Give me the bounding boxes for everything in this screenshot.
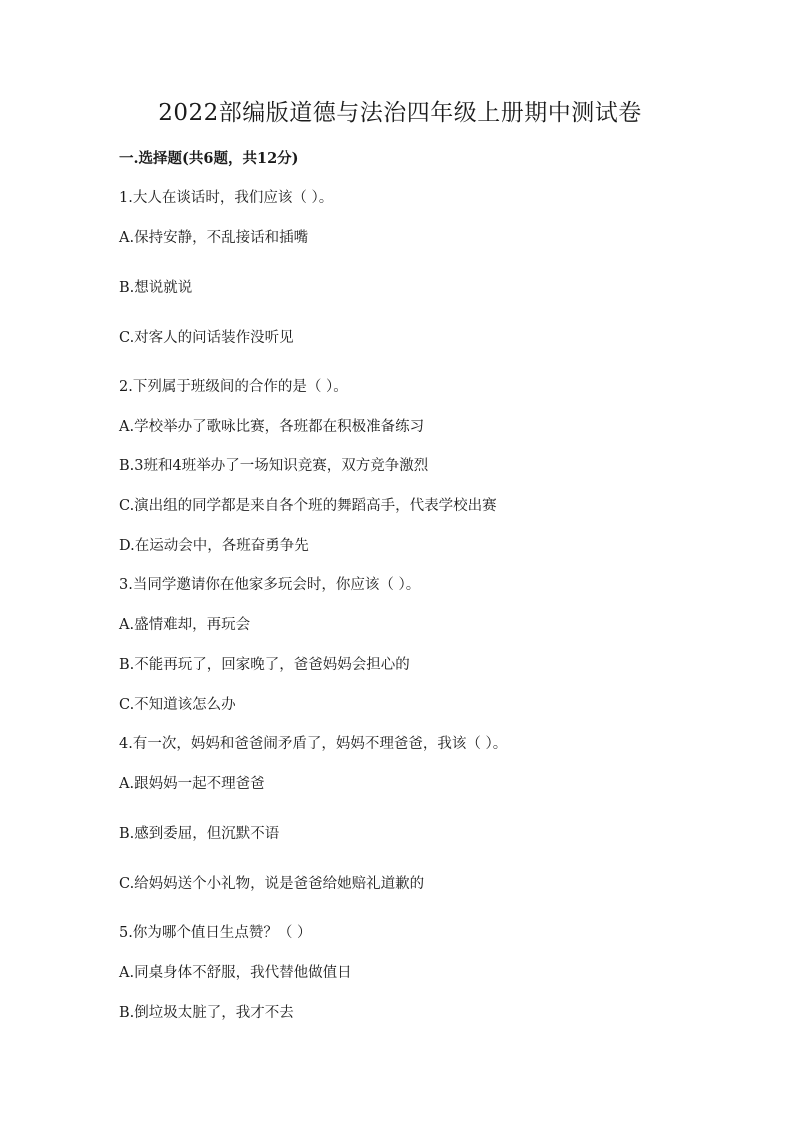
question-1-option-a: A.保持安静，不乱接话和插嘴 xyxy=(119,230,309,246)
question-1-option-c: C.对客人的问话装作没听见 xyxy=(119,330,294,346)
question-5-option-b: B.倒垃圾太脏了，我才不去 xyxy=(119,1005,294,1021)
question-2-stem: 2.下列属于班级间的合作的是（ ）。 xyxy=(119,379,348,395)
question-1-stem: 1.大人在谈话时，我们应该（ ）。 xyxy=(119,190,334,206)
question-1-option-b: B.想说就说 xyxy=(119,280,193,296)
page-title: 2022部编版道德与法治四年级上册期中测试卷 xyxy=(158,100,642,126)
question-2-option-c: C.演出组的同学都是来自各个班的舞蹈高手，代表学校出赛 xyxy=(119,498,497,514)
question-4-option-b: B.感到委屈，但沉默不语 xyxy=(119,826,280,842)
question-3-option-b: B.不能再玩了，回家晚了，爸爸妈妈会担心的 xyxy=(119,657,410,673)
question-5-option-a: A.同桌身体不舒服，我代替他做值日 xyxy=(119,965,352,981)
question-5-stem: 5.你为哪个值日生点赞？（ ） xyxy=(119,925,312,941)
question-3-option-a: A.盛情难却，再玩会 xyxy=(119,617,251,633)
question-2-option-d: D.在运动会中，各班奋勇争先 xyxy=(119,538,309,554)
question-2-option-b: B.3班和4班举办了一场知识竞赛，双方竞争激烈 xyxy=(119,458,429,474)
question-3-option-c: C.不知道该怎么办 xyxy=(119,697,236,713)
question-4-stem: 4.有一次，妈妈和爸爸闹矛盾了，妈妈不理爸爸，我该（ ）。 xyxy=(119,736,508,752)
section-heading: 一.选择题(共6题，共12分) xyxy=(119,150,299,167)
question-4-option-a: A.跟妈妈一起不理爸爸 xyxy=(119,776,265,792)
question-4-option-c: C.给妈妈送个小礼物，说是爸爸给她赔礼道歉的 xyxy=(119,876,425,892)
question-3-stem: 3.当同学邀请你在他家多玩会时，你应该（ ）。 xyxy=(119,577,421,593)
question-2-option-a: A.学校举办了歌咏比赛，各班都在积极准备练习 xyxy=(119,419,425,435)
